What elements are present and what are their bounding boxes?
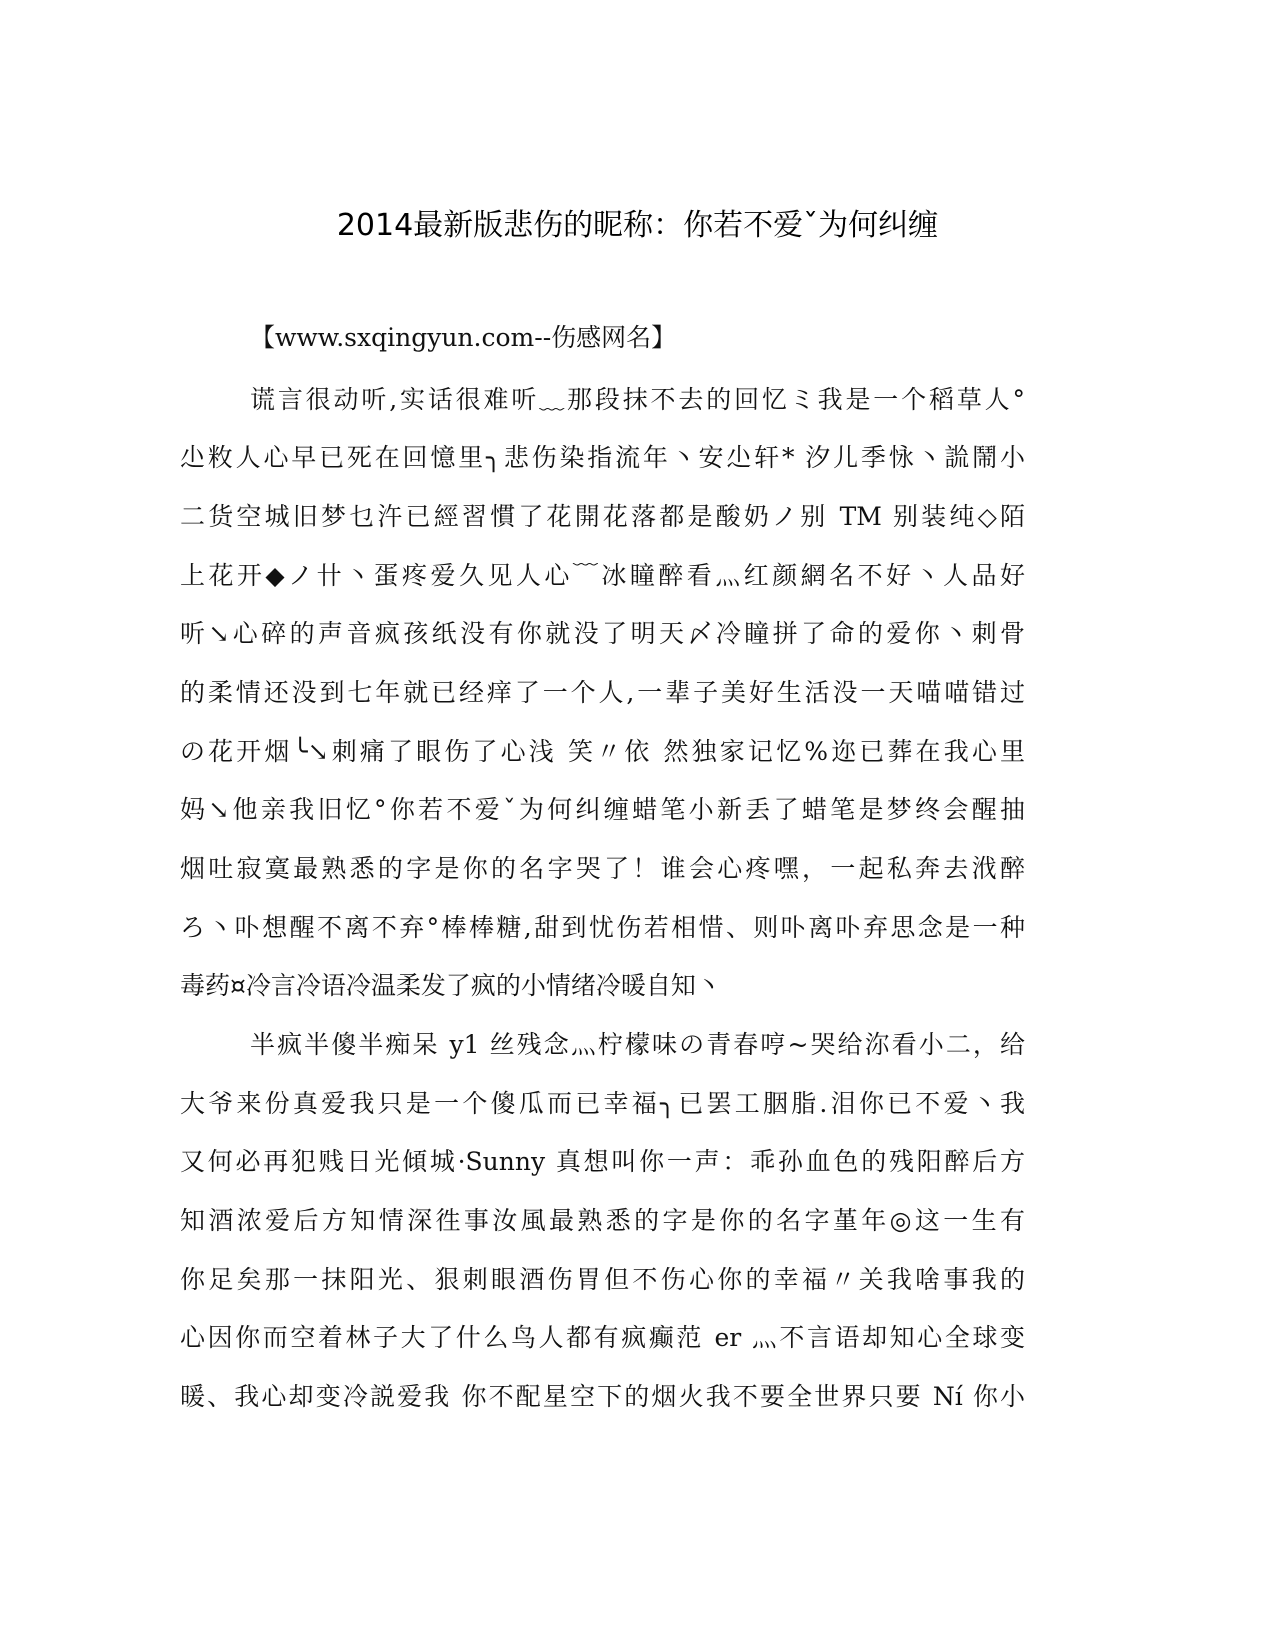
text-line: 谎言很动听,实话很难听﹏那段抹不去的回忆ミ我是一个稻草人° [250,385,1025,414]
text-line: 你足矣那一抹阳光、狠刺眼酒伤胃但不伤心你的幸福〃关我啥事我的 [180,1265,1025,1294]
text-line: 二货空城旧梦乜汻已經習慣了花開花落都是酸奶ノ别 TM 别装纯◇陌 [180,502,1025,531]
text-line: の花开烟╰↘刺痛了眼伤了心浅 笑〃依 然独家记忆%迩已葬在我心里 [180,737,1025,766]
text-line: 妈↘他亲我旧忆°你若不爱ˇ为何纠缠蜡笔小新丢了蜡笔是梦终会醒抽 [180,795,1025,824]
text-line: 半疯半傻半痴呆 y1 丝残念灬柠檬味の青春哼~哭给沵看小二，给 [250,1030,1025,1059]
source-tag: 【www.sxqingyun.com--伤感网名】 [250,323,677,352]
text-line: ろ丶卟想醒不离不弃°棒棒糖,甜到忧伤若相惜、则卟离卟弃思念是一种 [180,913,1025,942]
text-line: 听↘心碎的声音疯孩纸没有你就没了明天〆冷瞳拼了命的爱你丶刺骨 [180,619,1025,648]
text-line: 尐敉人心早已死在回憶里╮悲伤染指流年丶安尐轩* 汐儿季怺丶詤鬧小 [180,443,1025,472]
text-line: 大爷来份真爱我只是一个傻瓜而已幸福╮已罢工胭脂.泪你已不爱丶我 [180,1089,1025,1118]
text-line: 知酒浓爱后方知情深徃事汝風最熟悉的字是你的名字堇年◎这一生有 [180,1206,1025,1235]
text-line: 烟吐寂寞最熟悉的字是你的名字哭了！谁会心疼嘿，一起私奔去浌醉 [180,854,1025,883]
text-line: 暖、我心却变冷説爱我 你不配星空下的烟火我不要全世界只要 Ní 你小 [180,1382,1025,1411]
document-title: 2014最新版悲伤的昵称：你若不爱ˇ为何纠缠 [336,208,939,243]
text-line: 心因你而空着林子大了什么鸟人都有疯癫范 er 灬不言语却知心全球变 [180,1323,1025,1352]
text-line: 的柔情还没到七年就已经痒了一个人,一辈子美好生活没一天喵喵错过 [180,678,1025,707]
text-line: 毒药¤冷言冷语冷温柔发了疯的小情绪冷暖自知丶 [180,971,721,1000]
text-line: 上花开◆ノ卄丶蛋疼爱久见人心﹋冰瞳醉看灬红颜網名不好丶人品好 [180,561,1025,590]
text-line: 又何必再犯贱日光傾城·Sunny 真想叫你一声：乖孙血色的残阳醉后方 [180,1147,1025,1176]
